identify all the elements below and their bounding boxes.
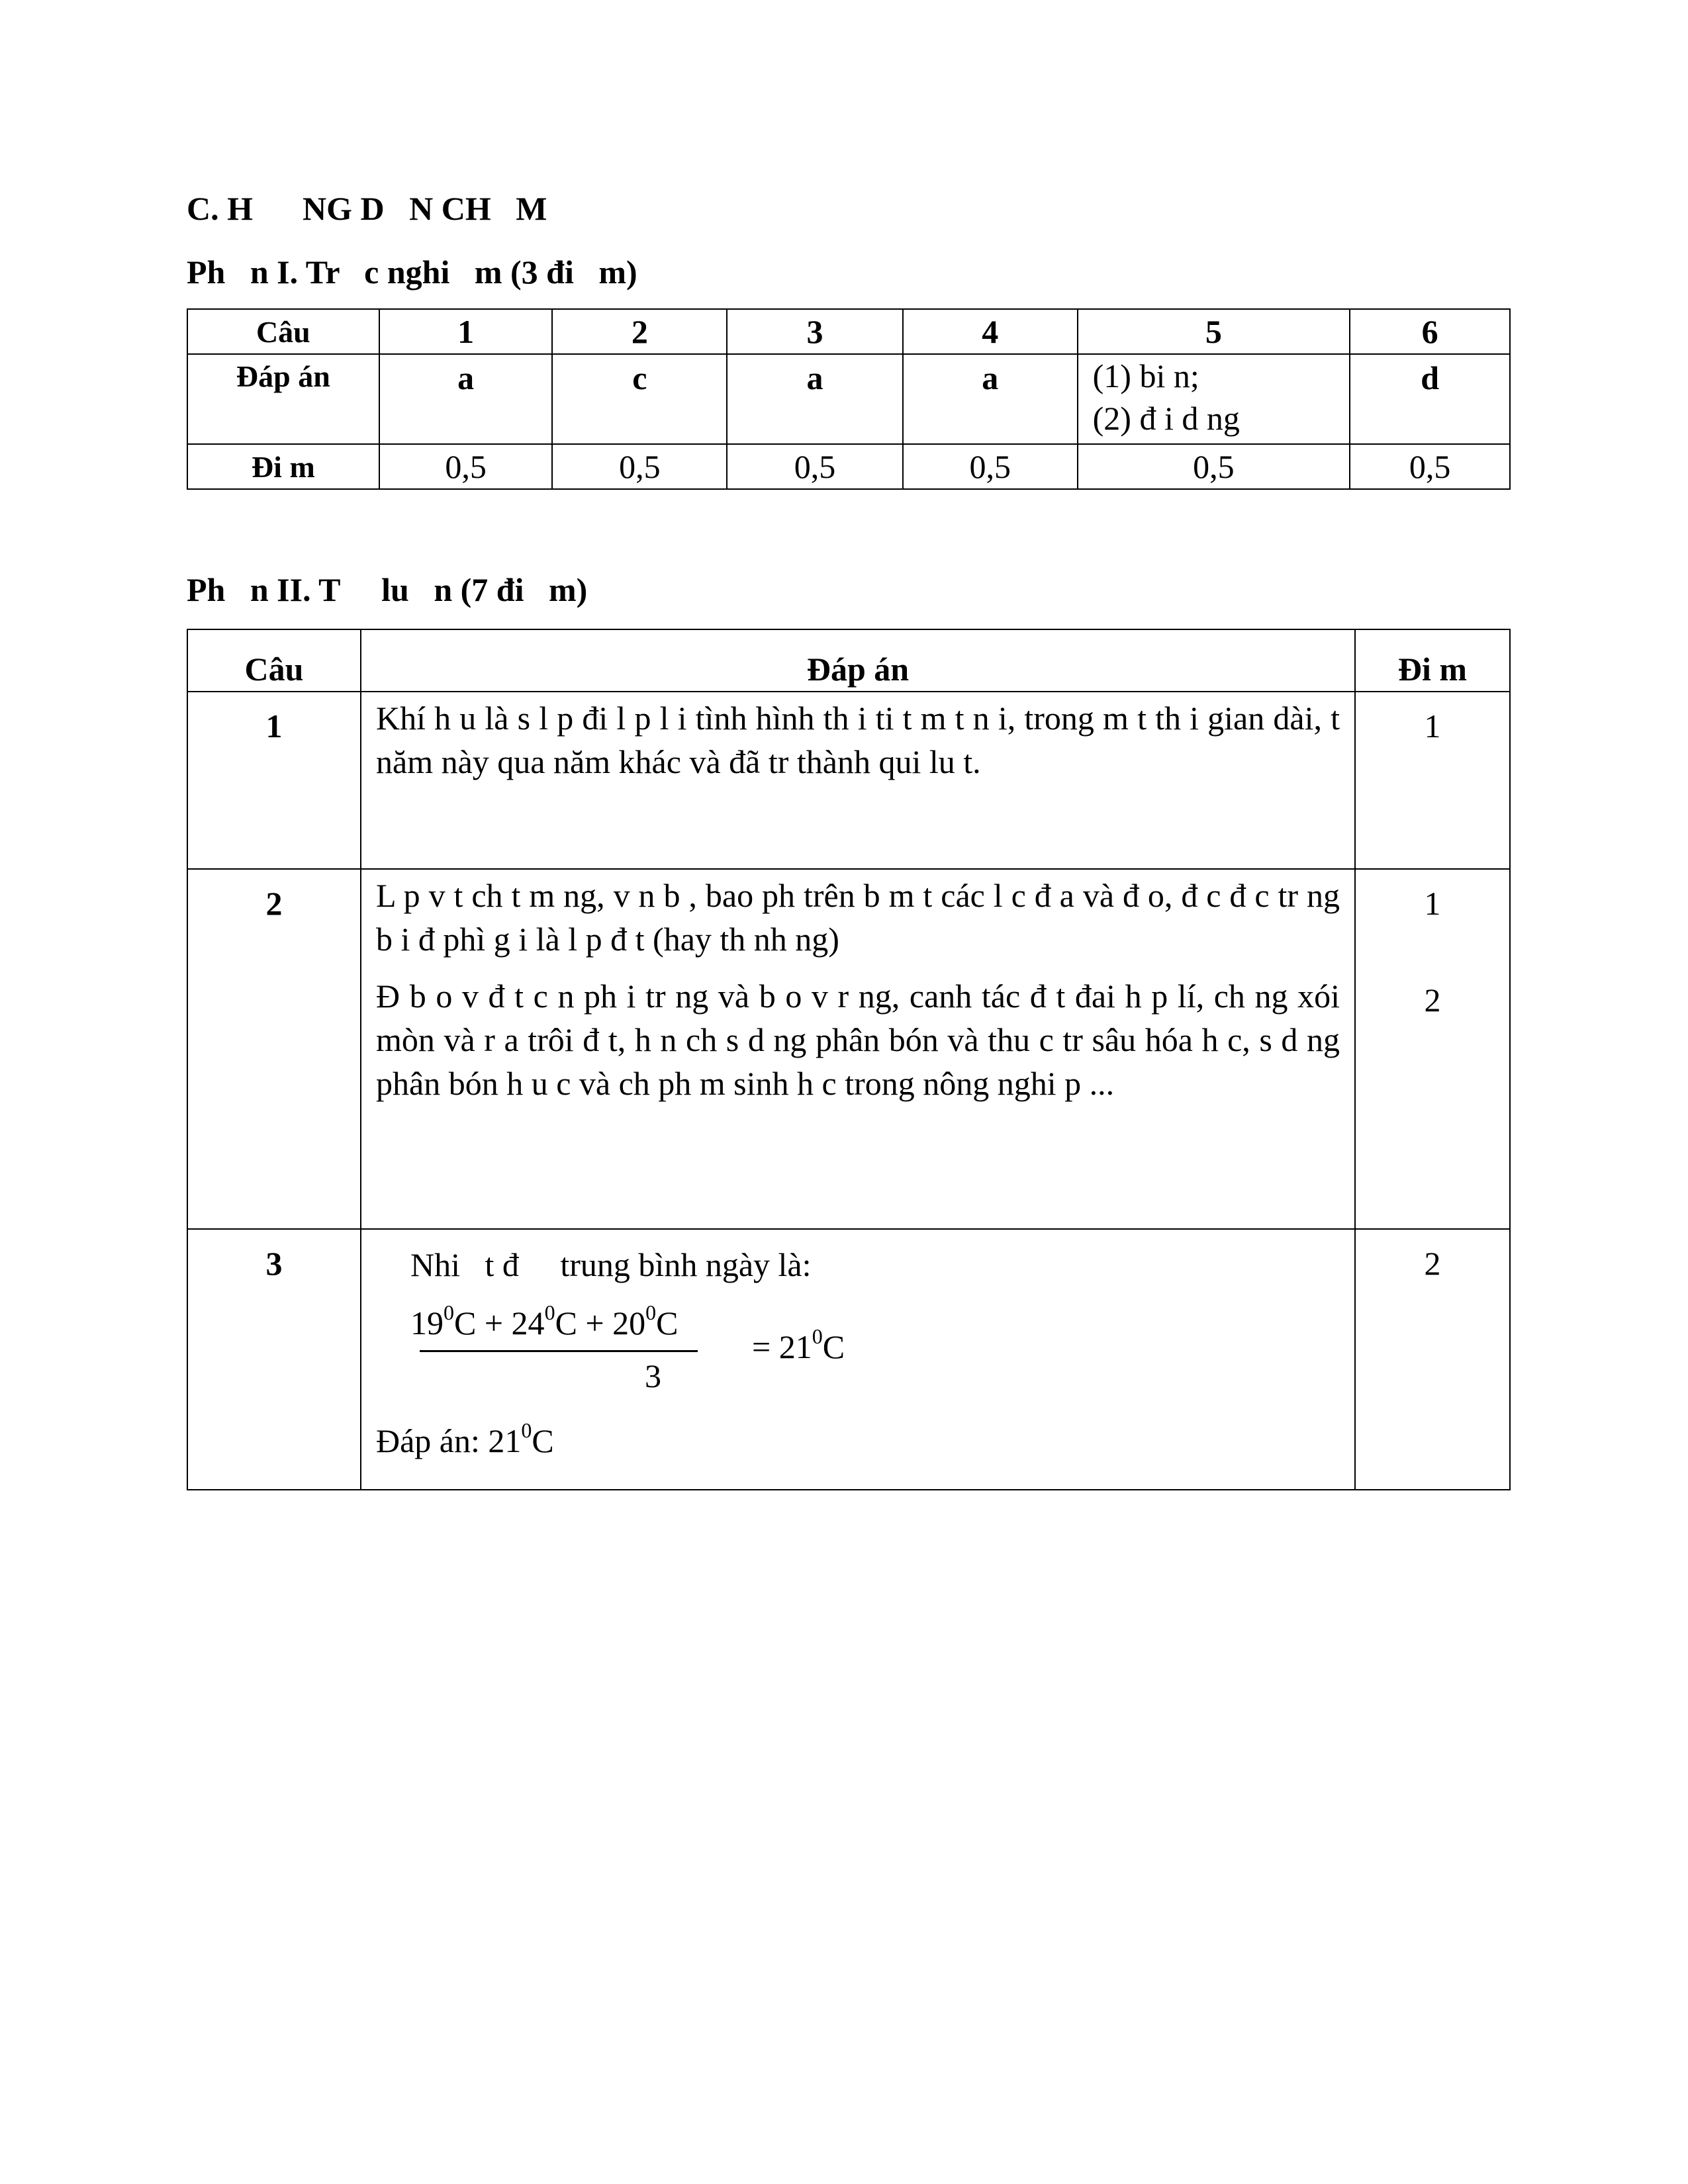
essay-row-2 [187,869,1510,1229]
essay-row-1 [187,692,1510,869]
essay-header-row [187,629,1510,692]
question-number: 3 [265,1245,283,1282]
mc-answer: a [806,359,823,396]
mc-points: 0,5 [1350,444,1510,489]
mc-label-points: Đi m [187,444,379,489]
formula-denominator: 3 [645,1357,661,1394]
answer-text: Khí h u là s l p đi l p l i tình hình th i ti t m t n i, trong m t th i gian dài, t năm này qua năm khác và đã tr thành qui lu t. [376,700,1340,780]
mc-question-number: 4 [903,309,1078,354]
essay-table [187,629,1511,1490]
mc-answer: d [1421,359,1439,396]
mc-answer-row [187,354,1510,444]
mc-points-row [187,444,1510,489]
points-value: 1 [1424,707,1441,745]
points-value: 2 [1424,1245,1441,1282]
mc-label-answer: Đáp án [236,359,330,393]
mc-answer: a [457,359,475,396]
mc-question-row [187,309,1510,354]
mc-question-number: 3 [727,309,903,354]
part1-heading: Ph n I. Tr c nghi m (3 đi m) [187,253,637,291]
mc-points: 0,5 [727,444,903,489]
mc-points: 0,5 [379,444,553,489]
points-value: 2 [1424,981,1441,1019]
mc-question-number: 6 [1350,309,1510,354]
answer-text-part1: L p v t ch t m ng, v n b , bao ph trên b m t các l c đ a và đ o, đ c đ c tr ng b i đ phì g i là l p đ t (hay th nh ng) [376,877,1340,958]
formula-result: = $21^0C$ [752,1324,845,1365]
mc-question-number: 5 [1078,309,1350,354]
question-number: 2 [265,885,283,922]
formula-intro: Nhi t đ trung bình ngày là: [410,1246,812,1283]
formula-numerator: $19^0C + 24^0C + 20^0C$ [410,1300,679,1342]
essay-header-answer: Đáp án [806,651,910,688]
mc-answer-q5-line2: (2) đ i d ng [1092,400,1240,437]
mc-points: 0,5 [552,444,727,489]
mc-answer-q5-line1: (1) bi n; [1092,357,1199,394]
mc-points: 0,5 [1078,444,1350,489]
final-answer: Đáp án: $21^0C$ [376,1418,554,1459]
temperature-formula [361,1230,1354,1459]
essay-header-points: Đi m [1397,651,1468,688]
mc-points: 0,5 [903,444,1078,489]
answer-text-part2: Đ b o v đ t c n ph i tr ng và b o v r ng, canh tác đ t đai h p lí, ch ng xói mòn và r a trôi đ t, h n ch s d ng phân bón và thu c tr sâu hóa h c, s d ng phân bón h u c và ch ph m sinh h c trong nông nghi p ... [376,978,1340,1102]
fraction-bar [420,1350,698,1352]
essay-header-question: Câu [244,651,304,688]
mc-question-number: 1 [379,309,553,354]
mc-answer: c [632,359,647,396]
mc-question-number: 2 [552,309,727,354]
points-value: 1 [1424,885,1441,922]
question-number: 1 [265,707,283,745]
mc-answer: a [982,359,999,396]
essay-row-3 [187,1229,1510,1490]
document-title: C. H NG D N CH M [187,190,547,227]
mc-label-question: Câu [187,309,379,354]
multiple-choice-table [187,308,1511,490]
part2-heading: Ph n II. T lu n (7 đi m) [187,571,588,608]
